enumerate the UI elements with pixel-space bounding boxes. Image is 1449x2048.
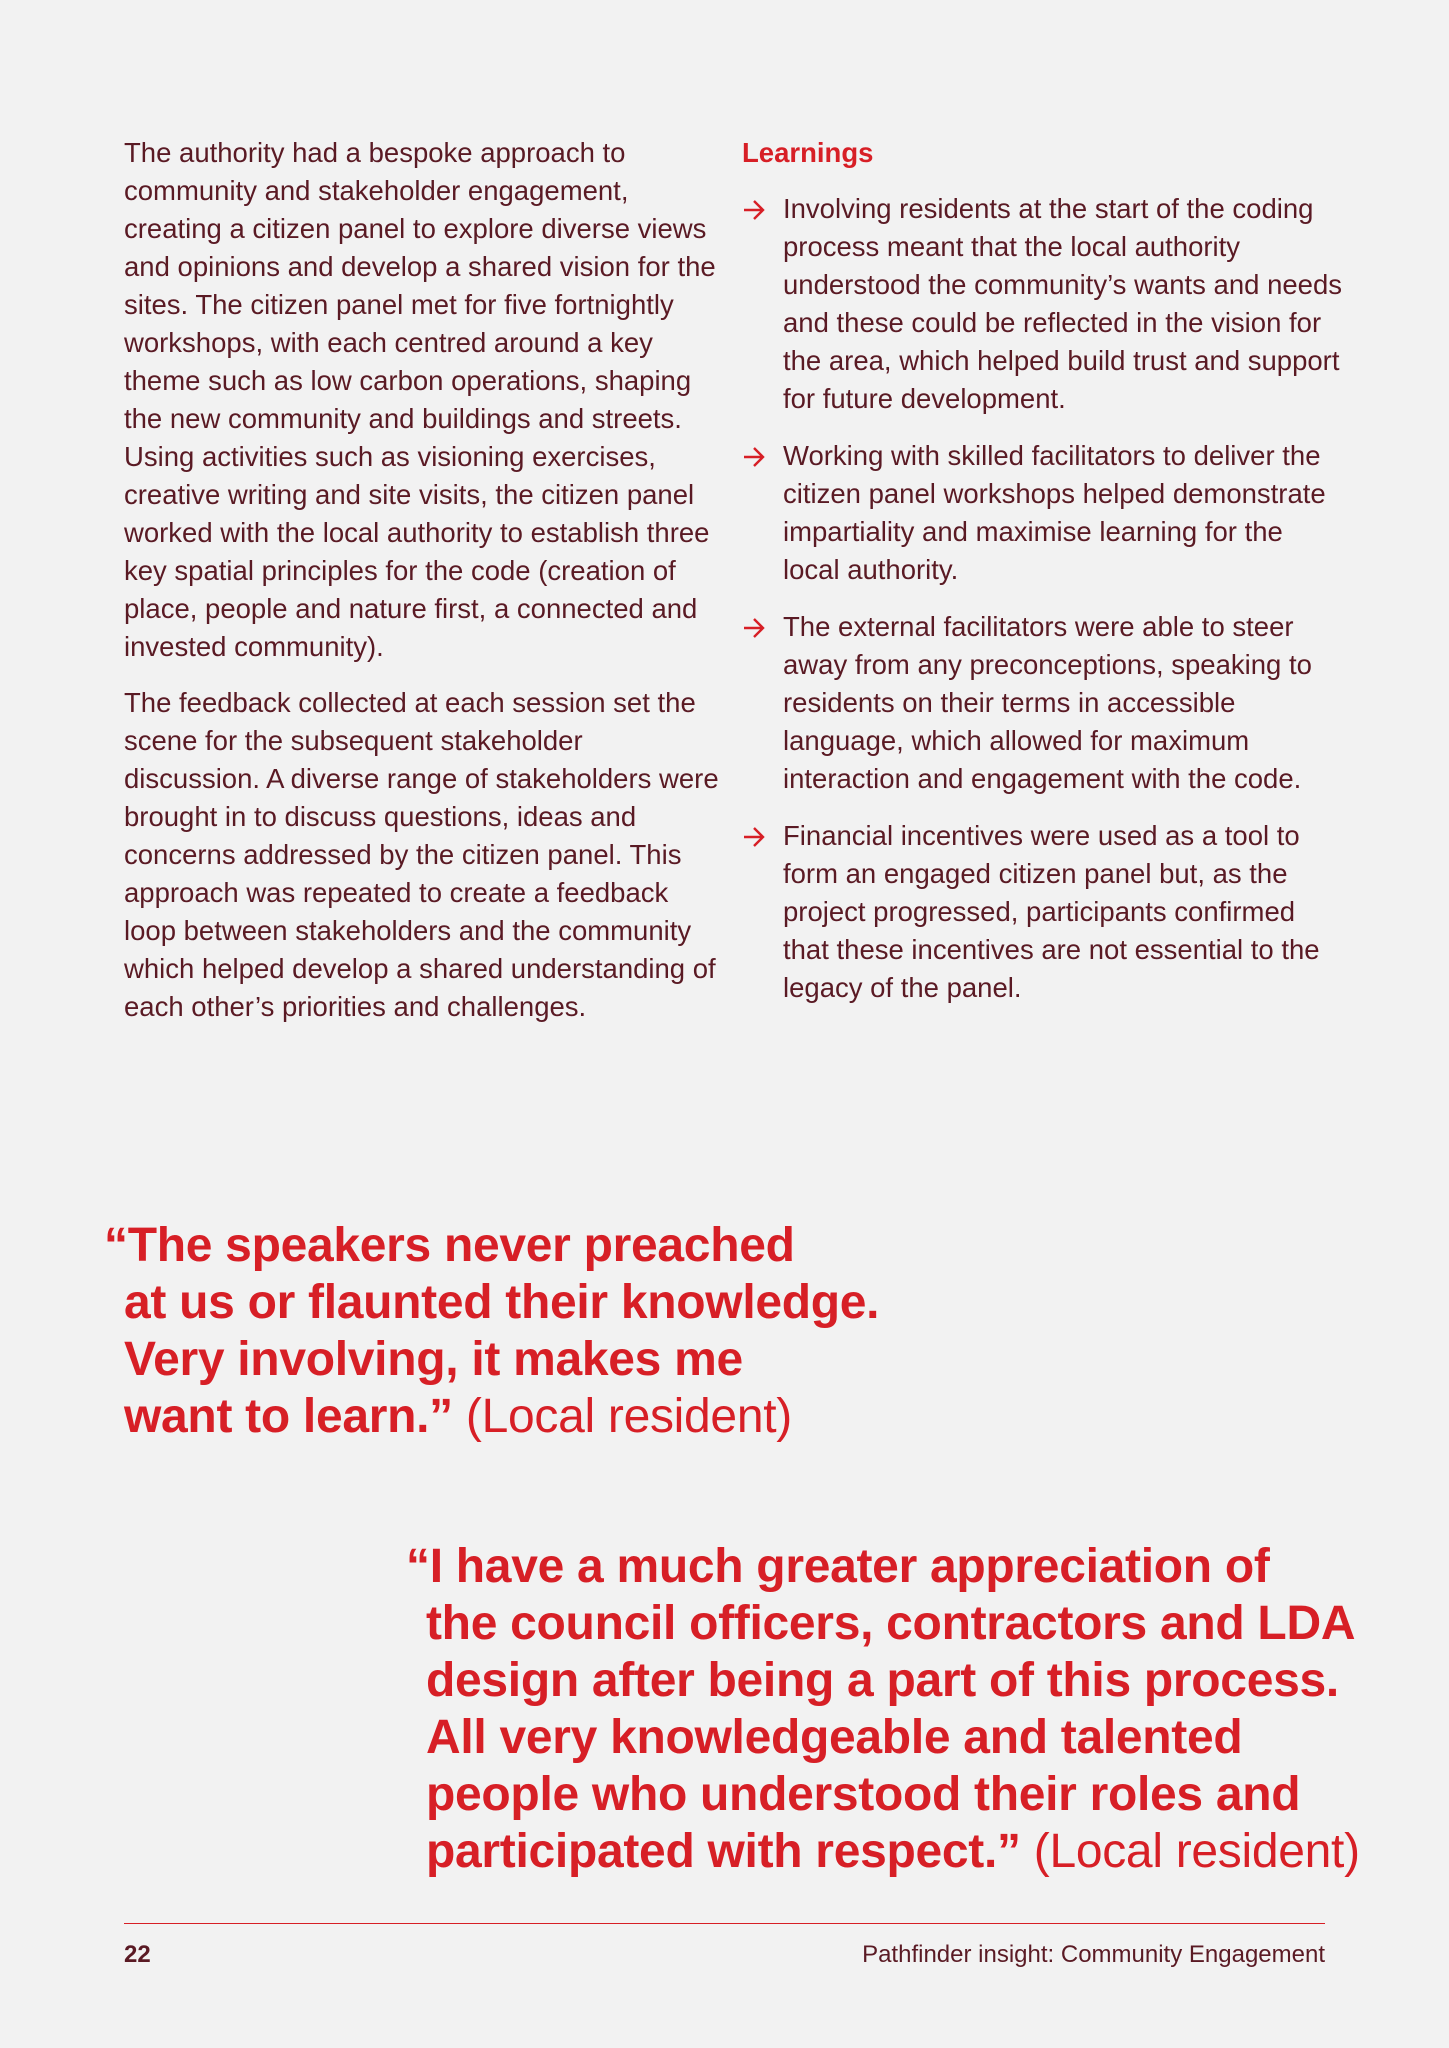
- body-text-column: [124, 134, 724, 1044]
- learnings-item: [742, 437, 1342, 589]
- quote-line-last: [104, 1388, 1004, 1445]
- learnings-item: [742, 817, 1342, 1007]
- quote-line: design after being a part of this process.: [426, 1654, 1339, 1707]
- body-paragraph: The feedback collected at each session set the scene for the subsequent stakeholder discussion. A diverse range of stakeholders were brought in to discuss questions, ideas and concerns addressed by the citizen panel. This approach was repeated to create a feedback loop between stakeholders and the community which helped develop a shared understanding of each other’s priorities and challenges.: [124, 687, 719, 1022]
- quote-line: All very knowledgeable and talented: [426, 1711, 1243, 1764]
- learnings-item-text: Involving residents at the start of the coding process meant that the local authority understood the community’s wants and needs and these could be reflected in the vision for the area, which helped build trust and support for future development.: [783, 193, 1342, 414]
- footer-divider: [124, 1923, 1325, 1924]
- pull-quote-speakers: [104, 1217, 1004, 1445]
- quote-line: at us or flaunted their knowledge.: [124, 1276, 880, 1329]
- body-paragraph: The authority had a bespoke approach to community and stakeholder engagement, creating a citizen panel to explore diverse views and opinions and develop a shared vision for the sites. The citizen panel met for five fortnightly workshops, with each centred around a key theme such as low carbon operations, shaping the new community and buildings and streets. Using activities such as visioning exercises, creative writing and site visits, the citizen panel worked with the local authority to establish three key spatial principles for the code (creation of place, people and nature first, a connected and invested community).: [124, 137, 716, 662]
- arrow-right-icon: [742, 826, 766, 848]
- quote-attribution: (Local resident): [452, 1390, 792, 1443]
- learnings-list: [742, 190, 1342, 1007]
- learnings-item-text: The external facilitators were able to steer away from any preconceptions, speaking to residents on their terms in accessible language, which allowed for maximum interaction and engagement with the code.: [783, 611, 1312, 794]
- arrow-right-icon: [742, 617, 766, 639]
- learnings-heading: Learnings: [742, 137, 874, 168]
- quote-line-text: participated with respect.”: [426, 1825, 1021, 1878]
- quote-line-last: [406, 1823, 1406, 1880]
- arrow-right-icon: [742, 446, 766, 468]
- footer-document-title: Pathfinder insight: Community Engagement: [862, 1941, 1325, 1968]
- pull-quote-appreciation: [406, 1538, 1406, 1880]
- learnings-item: [742, 608, 1342, 798]
- quote-attribution: (Local resident): [1020, 1825, 1360, 1878]
- learnings-item-text: Working with skilled facilitators to deliver the citizen panel workshops helped demonstrate impartiality and maximise learning for the local authority.: [783, 440, 1326, 585]
- quote-line: the council officers, contractors and LDA: [426, 1597, 1356, 1650]
- learnings-item-text: Financial incentives were used as a tool to form an engaged citizen panel but, as the project progressed, participants confirmed that these incentives are not essential to the legacy of the panel.: [783, 820, 1320, 1003]
- quote-line: “The speakers never preached: [104, 1219, 795, 1272]
- quote-line-text: want to learn.”: [124, 1390, 453, 1443]
- learnings-item: [742, 190, 1342, 418]
- arrow-right-icon: [742, 199, 766, 221]
- page-number: 22: [124, 1941, 151, 1968]
- quote-line: people who understood their roles and: [426, 1768, 1301, 1821]
- learnings-section: [742, 134, 1342, 1026]
- quote-line: “I have a much greater appreciation of: [406, 1540, 1270, 1593]
- quote-line: Very involving, it makes me: [124, 1333, 743, 1386]
